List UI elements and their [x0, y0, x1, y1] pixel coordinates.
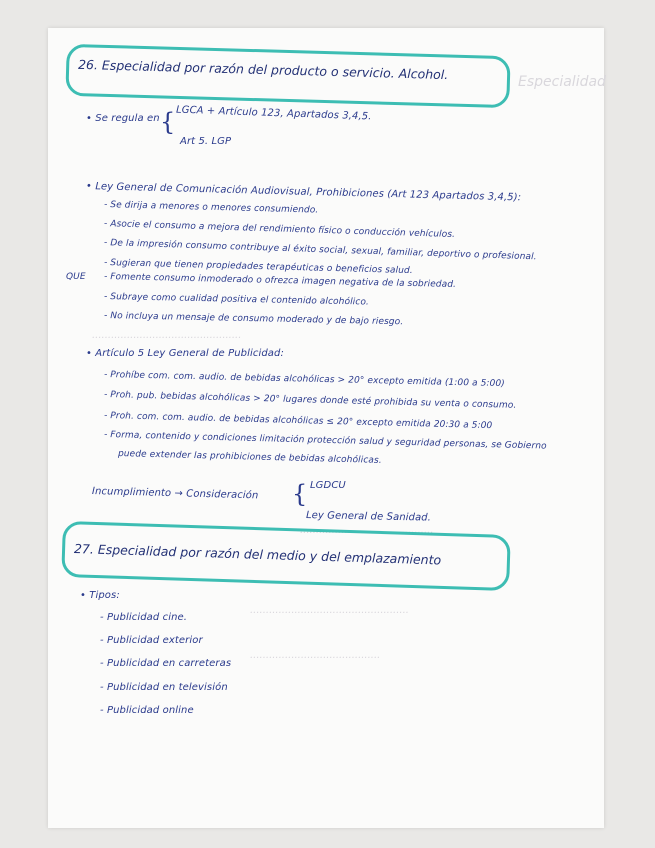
articulo5-title: • Artículo 5 Ley General de Publicidad:: [86, 348, 284, 359]
ley-general-item-4: - Sugieran que tienen propiedades terapéuticas o beneficios salud.: [103, 258, 413, 277]
tipos-item-4: - Publicidad en televisión: [100, 682, 228, 693]
regula-label: • Se regula en: [86, 113, 160, 124]
articulo5-item-2: - Proh. pub. bebidas alcohólicas > 20° lugares donde esté prohibida su venta o consumo.: [103, 390, 517, 411]
incumplimiento-brace: {: [292, 480, 308, 508]
regula-brace: {: [160, 108, 176, 136]
regula-item-2: Art 5. LGP: [180, 136, 232, 147]
tipos-label: • Tipos:: [80, 590, 120, 601]
ley-general-item-3: - De la impresión consumo contribuye al éxito social, sexual, familiar, deportivo o profesional.: [103, 238, 537, 263]
ley-general-item-7: - No incluya un mensaje de consumo moderado y de bajo riesgo.: [103, 311, 404, 328]
articulo5-item-5: puede extender las prohibiciones de bebidas alcohólicas.: [117, 449, 382, 466]
tipos-item-1: - Publicidad cine.: [100, 612, 188, 623]
section-26-title: 26. Especialidad por razón del producto o servicio. Alcohol.: [77, 56, 449, 83]
margin-note: QUE: [66, 272, 86, 282]
incumplimiento-item-1: LGDCU: [310, 480, 346, 491]
ley-general-item-1: - Se dirija a menores o menores consumiendo.: [103, 200, 319, 216]
regula-item-1: LGCA + Artículo 123, Apartados 3,4,5.: [175, 104, 372, 123]
articulo5-item-1: - Prohíbe com. com. audio. de bebidas alcohólicas > 20° excepto emitida (1:00 a 5:00): [103, 370, 505, 390]
bleed-through-mark: ..................................................: [250, 605, 409, 616]
tipos-item-5: - Publicidad online: [100, 705, 194, 716]
incumplimiento: Incumplimiento → Consideración: [91, 486, 259, 502]
ley-general-item-5: - Fomente consumo inmoderado o ofrezca imagen negativa de la sobriedad.: [103, 272, 457, 290]
bleed-through-mark: ...............................................: [92, 330, 242, 341]
tipos-item-2: - Publicidad exterior: [100, 635, 203, 646]
bleed-through-mark: .........................................: [250, 650, 381, 661]
ley-general-item-2: - Asocie el consumo a mejora del rendimiento físico o conducción vehículos.: [103, 219, 456, 241]
articulo5-item-4: - Forma, contenido y condiciones limitación protección salud y seguridad personas, se Gobierno: [103, 430, 547, 452]
bleed-through-mark: Especialidad: [518, 74, 606, 90]
articulo5-item-3: - Proh. com. com. audio. de bebidas alcohólicas ≤ 20° excepto emitida 20:30 a 5:00: [103, 411, 493, 432]
ley-general-title: • Ley General de Comunicación Audiovisual, Prohibiciones (Art 123 Apartados 3,4,5):: [85, 181, 522, 204]
incumplimiento-item-2: Ley General de Sanidad.: [305, 510, 432, 524]
bleed-through-mark: ..........................................: [300, 525, 434, 536]
ley-general-item-6: - Subraye como cualidad positiva el contenido alcohólico.: [103, 292, 370, 308]
tipos-item-3: - Publicidad en carreteras: [100, 658, 232, 669]
section-27-title: 27. Especialidad por razón del medio y del emplazamiento: [73, 541, 442, 568]
